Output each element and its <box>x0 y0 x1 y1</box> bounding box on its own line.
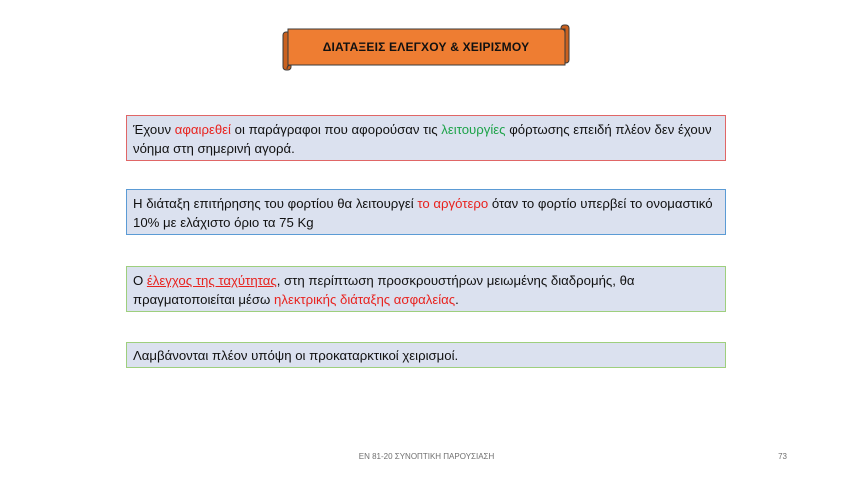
page-number: 73 <box>778 452 787 461</box>
text: Λαμβάνονται πλέον υπόψη οι προκαταρκτικοί χειρισμοί. <box>133 348 459 363</box>
text: Έχουν <box>133 122 175 137</box>
highlight-at-latest: το αργότερο <box>417 196 489 211</box>
note-box-preliminary-operations <box>126 342 726 368</box>
footer-text: ΕΝ 81-20 ΣΥΝΟΠΤΙΚΗ ΠΑΡΟΥΣΙΑΣΗ <box>358 452 495 461</box>
note-box-load-monitoring <box>126 189 726 235</box>
highlight-electric-safety-device: ηλεκτρικής διάταξης ασφαλείας <box>274 292 456 307</box>
text: Η διάταξη επιτήρησης του φορτίου θα λειτουργεί <box>133 196 418 211</box>
text: όταν το φορτίο υπερβεί το ονομαστικό 10% με ελάχιστο όριο τα 75 Kg <box>133 196 713 230</box>
text: Ο <box>133 273 147 288</box>
text: . <box>455 292 459 307</box>
highlight-removed: αφαιρεθεί <box>174 122 231 137</box>
slide-title: ΔΙΑΤΑΞΕΙΣ ΕΛΕΓΧΟΥ & ΧΕΙΡΙΣΜΟΥ <box>322 40 530 54</box>
note-box-speed-control <box>126 266 726 312</box>
note-box-removed-loading <box>126 115 726 161</box>
text: , στη περίπτωση προσκρουστήρων μειωμένης διαδρομής, θα πραγματοποιείται μέσω <box>133 273 635 307</box>
highlight-speed-control: έλεγχος της ταχύτητας <box>146 273 277 288</box>
highlight-functions: λειτουργίες <box>441 122 506 137</box>
text: οι παράγραφοι που αφορούσαν τις <box>230 122 442 137</box>
text: φόρτωσης επειδή πλέον δεν έχουν νόημα στη σημερινή αγορά. <box>133 122 712 156</box>
title-banner <box>280 24 572 72</box>
